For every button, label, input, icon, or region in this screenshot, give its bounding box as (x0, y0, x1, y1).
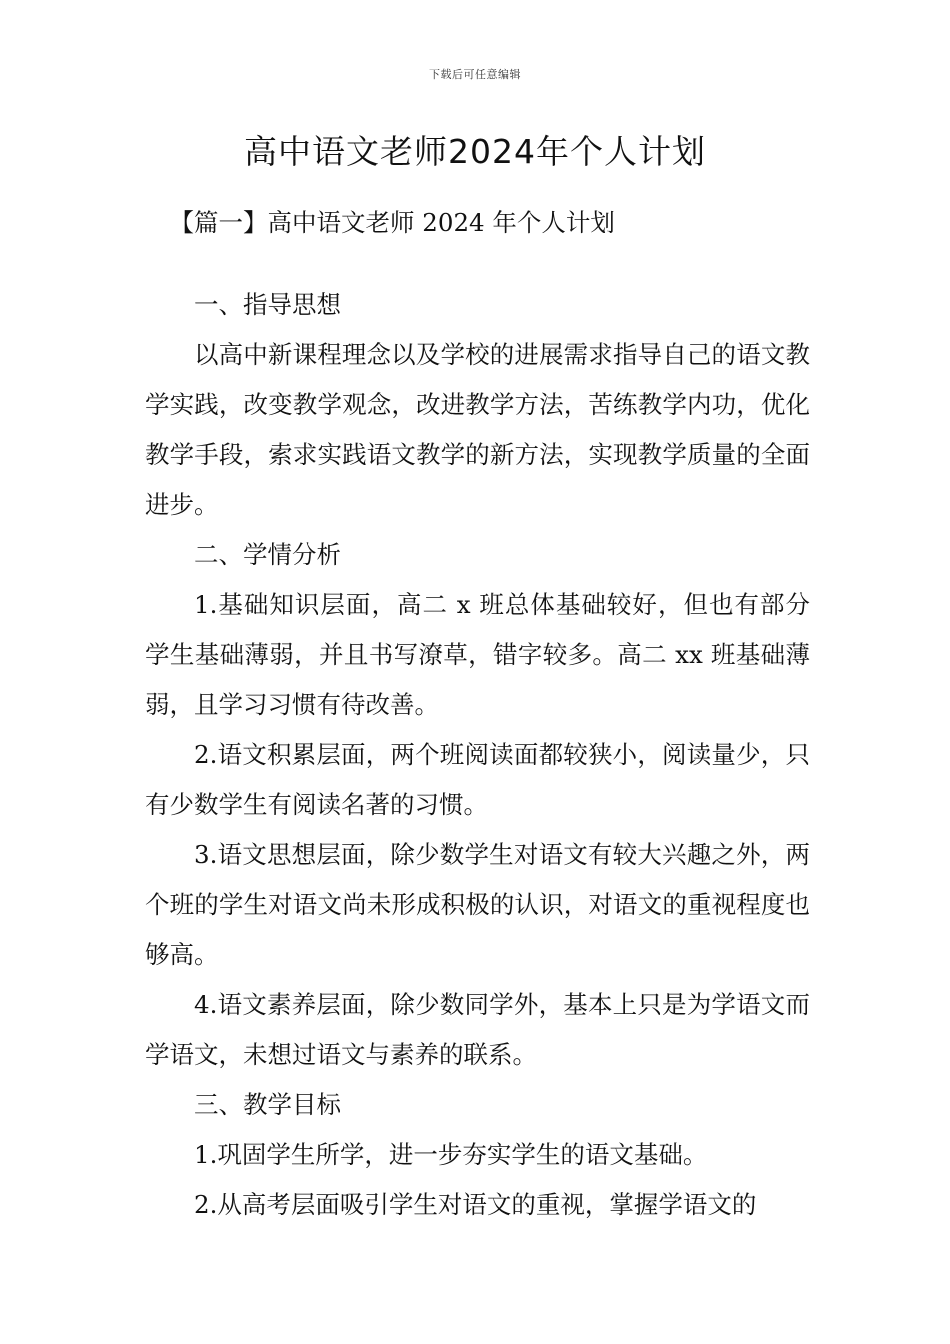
section-heading-guiding-thought: 一、指导思想 (194, 290, 341, 319)
paragraph-goal-2: 2.从高考层面吸引学生对语文的重视，掌握学语文的 (194, 1190, 757, 1219)
paragraph-goal-1: 1.巩固学生所学，进一步夯实学生的语文基础。 (194, 1140, 708, 1169)
section-heading-student-analysis: 二、学情分析 (194, 540, 341, 569)
section-heading-teaching-goals: 三、教学目标 (194, 1090, 341, 1119)
paragraph-guiding-thought: 以高中新课程理念以及学校的进展需求指导自己的语文教学实践，改变教学观念，改进教学方法，苦练教学内功，优化教学手段，索求实践语文教学的新方法，实现教学质量的全面进步。 (145, 340, 810, 519)
paragraph-accumulation: 2.语文积累层面，两个班阅读面都较狭小，阅读量少，只有少数学生有阅读名著的习惯。 (145, 740, 810, 819)
document-title: 高中语文老师2024年个人计划 (244, 132, 706, 171)
header-note: 下载后可任意编辑 (429, 68, 521, 81)
document-body (145, 198, 810, 1230)
paragraph-basic-knowledge: 1.基础知识层面，高二 x 班总体基础较好，但也有部分学生基础薄弱，并且书写潦草，错字较多。高二 xx 班基础薄弱，且学习习惯有待改善。 (145, 590, 810, 719)
paragraph-literacy: 4.语文素养层面，除少数同学外，基本上只是为学语文而学语文，未想过语文与素养的联系。 (145, 990, 810, 1069)
paragraph-thinking: 3.语文思想层面，除少数学生对语文有较大兴趣之外，两个班的学生对语文尚未形成积极的认识，对语文的重视程度也够高。 (145, 840, 810, 969)
document-subtitle: 【篇一】高中语文老师 2024 年个人计划 (169, 208, 615, 237)
